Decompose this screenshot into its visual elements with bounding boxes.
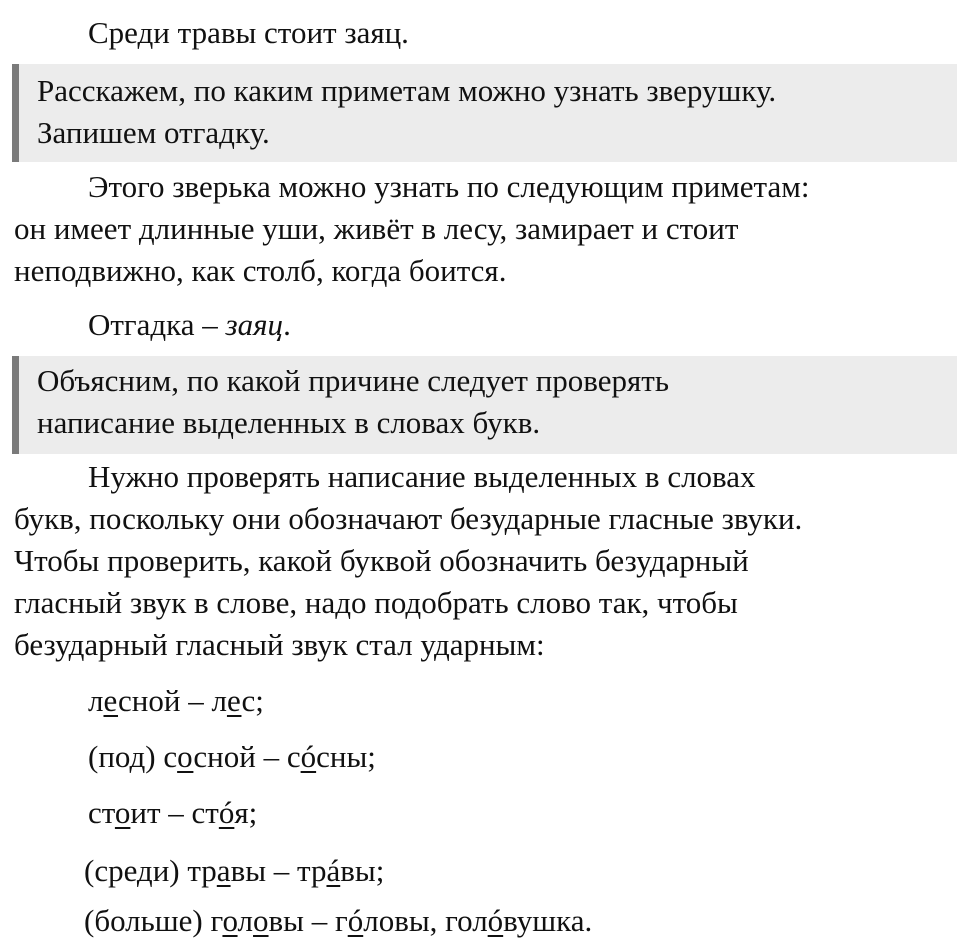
- ex1-c: сной – л: [118, 683, 227, 718]
- ex3-b: о: [114, 795, 131, 830]
- ex5-d: о: [253, 903, 269, 938]
- ex2-c: сной – с: [193, 739, 301, 774]
- example-4: [84, 850, 384, 892]
- answer2-line3: Чтобы проверить, какой буквой обозначить безударный: [14, 543, 749, 578]
- ex1-b: е: [103, 683, 119, 718]
- task2-line2: написание выделенных в словах букв.: [37, 405, 541, 440]
- task1-line2: Запишем отгадку.: [37, 115, 270, 150]
- ex5-e: вы – г: [268, 903, 348, 938]
- ex3-d: ó: [218, 795, 235, 830]
- guess-word: заяц: [225, 307, 284, 342]
- ex5-b: о: [222, 903, 238, 938]
- ex2-d: ó: [300, 739, 317, 774]
- ex5-h: ó: [487, 903, 504, 938]
- task-box-1: [12, 64, 957, 162]
- ex5-i: вушка.: [503, 903, 593, 938]
- ex1-e: с;: [241, 683, 264, 718]
- ex4-c: вы – тр: [230, 853, 327, 888]
- ex5-c: л: [237, 903, 254, 938]
- answer2-line2: букв, поскольку они обозначают безударные гласные звуки.: [14, 501, 803, 536]
- ex5-f: ó: [347, 903, 364, 938]
- answer1-line1: Этого зверька можно узнать по следующим приметам:: [88, 169, 810, 204]
- example-5: [84, 900, 592, 942]
- ex4-b: а: [216, 853, 231, 888]
- guess-end: .: [283, 307, 291, 342]
- ex4-e: вы;: [340, 853, 385, 888]
- answer1-line3: неподвижно, как столб, когда боится.: [14, 253, 507, 288]
- ex2-b: о: [177, 739, 194, 774]
- ex4-a: (среди) тр: [84, 853, 217, 888]
- guess-line: [88, 304, 291, 346]
- ex3-a: ст: [88, 795, 115, 830]
- answer2-line1: Нужно проверять написание выделенных в словах: [88, 459, 756, 494]
- ex5-a: (больше) г: [84, 903, 223, 938]
- task1-line1: Расскажем, по каким приметам можно узнать зверушку.: [37, 73, 777, 108]
- ex5-g: ловы, гол: [363, 903, 488, 938]
- ex1-a: л: [88, 683, 104, 718]
- example-1: [88, 680, 264, 722]
- task2-line1: Объясним, по какой причине следует проверять: [37, 363, 669, 398]
- answer1-line2: он имеет длинные уши, живёт в лесу, замирает и стоит: [14, 211, 739, 246]
- ex2-a: (под) с: [88, 739, 178, 774]
- intro-sentence: Среди травы стоит заяц.: [88, 15, 409, 50]
- ex4-d: á: [326, 853, 341, 888]
- ex3-e: я;: [234, 795, 258, 830]
- ex1-d: е: [226, 683, 242, 718]
- answer2-line4: гласный звук в слове, надо подобрать слово так, чтобы: [14, 585, 738, 620]
- guess-label: Отгадка –: [88, 307, 226, 342]
- answer2-line5: безударный гласный звук стал ударным:: [14, 627, 545, 662]
- example-2: [88, 736, 376, 778]
- task-box-2: [12, 356, 957, 454]
- example-3: [88, 792, 257, 834]
- ex3-c: ит – ст: [130, 795, 219, 830]
- ex2-e: сны;: [316, 739, 376, 774]
